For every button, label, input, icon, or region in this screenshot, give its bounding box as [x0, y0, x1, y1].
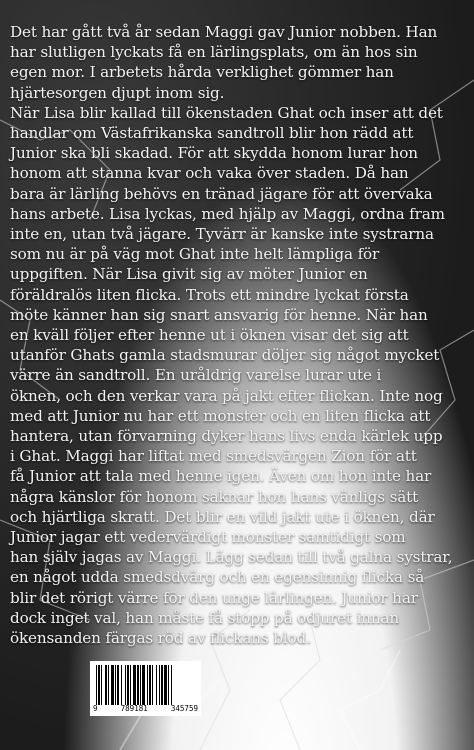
- barcode-bar: [133, 665, 136, 705]
- barcode-bar: [96, 665, 97, 705]
- barcode-bar: [159, 665, 160, 705]
- barcode-bar: [127, 665, 129, 705]
- barcode-bar: [149, 665, 151, 705]
- barcode-bar: [164, 665, 167, 705]
- barcode-bar: [161, 665, 163, 705]
- barcode-bar: [152, 665, 153, 705]
- isbn-digit-first: 9: [93, 704, 98, 713]
- barcode-bar: [140, 665, 141, 705]
- barcode-bar: [168, 665, 169, 705]
- barcode-bar: [130, 665, 131, 705]
- barcode-bars: [96, 665, 195, 705]
- isbn-group-left: 789181: [120, 704, 148, 713]
- barcode-bar: [156, 665, 157, 705]
- isbn-barcode: [90, 661, 201, 716]
- barcode-bar: [98, 665, 100, 705]
- back-cover-blurb: Det har gått två år sedan Maggi gav Junior nobben. Han har slutligen lyckats få en lärlingsplats, om än hos sin egen mor. I arbetets hårda verklighet gömmer han hjärtesorgen djupt inom sig. När Lisa blir kallad till ökenstaden Ghat och inser att det handlar om Västafrikanska sandtroll blir hon rädd att Junior ska bli skadad. För att skydda honom lurar hon honom att stanna kvar och vaka över staden. Då han bara är lärling behövs en tränad jägare för att övervaka hans arbete. Lisa lyckas, med hjälp av Maggi, ordna fram inte en, utan två jägare. Tyvärr är kanske inte systrarna som nu är på väg mot Ghat inte helt lämpliga för uppgiften. När Lisa givit sig av möter Junior en föräldralös liten flicka. Trots ett mindre lyckat första möte känner han sig snart ansvarig för henne. När han en kväll följer efter henne ut i öknen visar det sig att utanför Ghats gamla stadsmurar döljer sig något mycket värre än sandtroll. En uråldrig varelse lurar ute i öknen, och den verkar vara på jakt efter flickan. Inte nog med att Junior nu har ett monster och en liten flicka att hantera, utan förvarning dyker hans livs enda kärlek upp i Ghat. Maggi har liftat med smedsvärgen Zion för att få Junior att tala med henne igen. Även om hon inte har några känslor för honom saknar hon hans vänligs sätt och hjärtliga skratt. Det blir en vild jakt ute i öknen, där Junior jagar ett vedervärdigt monster samtidigt som han själv jagas av Maggi. Lägg sedan till två galna systrar, en något udda smedsdvärg och en egensinnig flicka så blir det rörigt värre för den unge lärlingen. Junior har dock inget val, han måste få stopp på odjuret innan ökensanden färgas röd av flickans blod.: [10, 23, 453, 648]
- barcode-bar: [121, 665, 122, 705]
- barcode-bar: [147, 665, 148, 705]
- barcode-bar: [111, 665, 114, 705]
- barcode-bar: [105, 665, 107, 705]
- barcode-bar: [108, 665, 109, 705]
- barcode-bar: [142, 665, 145, 705]
- isbn-number: [90, 704, 201, 713]
- barcode-bar: [137, 665, 139, 705]
- barcode-bar: [171, 665, 172, 705]
- isbn-group-right: 345759: [170, 704, 198, 713]
- barcode-bar: [115, 665, 116, 705]
- barcode-bar: [101, 665, 102, 705]
- barcode-bar: [125, 665, 126, 705]
- barcode-bar: [117, 665, 119, 705]
